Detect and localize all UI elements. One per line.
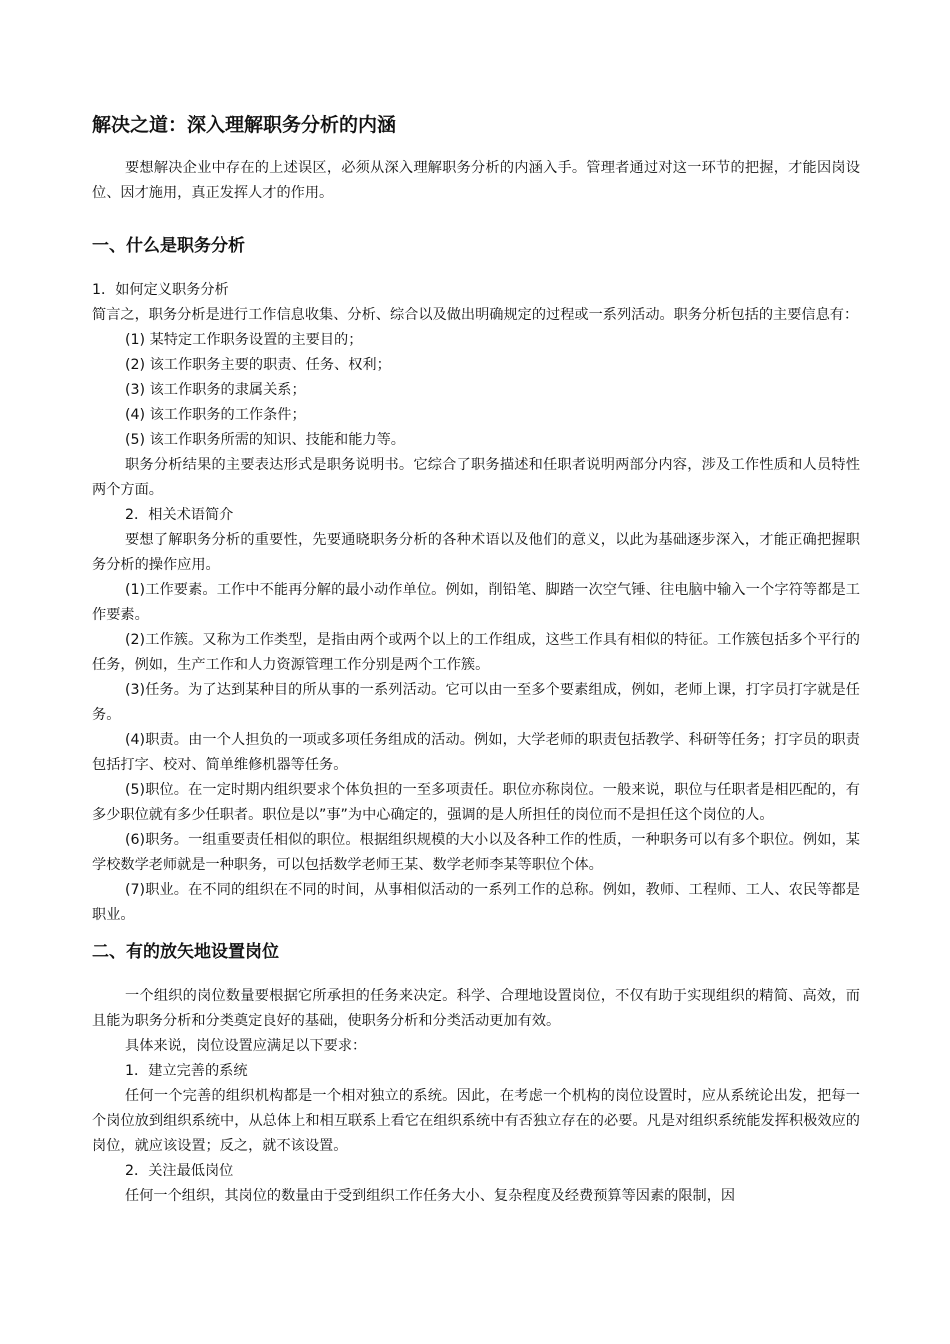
- section1-sub2-body: 要想了解职务分析的重要性，先要通晓职务分析的各种术语以及他们的意义，以此为基础逐步深入，才能正确把握职务分析的操作应用。: [92, 532, 860, 573]
- section2-sub2-title: 2．关注最低岗位: [125, 1163, 234, 1179]
- section2-paragraph: 具体来说，岗位设置应满足以下要求：: [125, 1038, 367, 1054]
- info-item: (2) 该工作职务主要的职责、任务、权利；: [125, 357, 391, 373]
- info-item: (3) 该工作职务的隶属关系；: [125, 382, 306, 398]
- info-item: (5) 该工作职务所需的知识、技能和能力等。: [125, 432, 405, 448]
- term-paragraph: (4)职责。由一个人担负的一项或多项任务组成的活动。例如，大学老师的职责包括教学、科研等任务；打字员的职责包括打字、校对、简单维修机器等任务。: [92, 732, 860, 773]
- term-paragraph: (5)职位。在一定时期内组织要求个体负担的一至多项责任。职位亦称岗位。一般来说，职位与任职者是相匹配的，有多少职位就有多少任职者。职位是以”事”为中心确定的，强调的是人所担任的岗位而不是担任这个岗位的人。: [92, 782, 860, 823]
- section2-sub1-body: 任何一个完善的组织机构都是一个相对独立的系统。因此，在考虑一个机构的岗位设置时，应从系统论出发，把每一个岗位放到组织系统中，从总体上和相互联系上看它在组织系统中有否独立存在的必要。凡是对组织系统能发挥积极效应的岗位，就应该设置；反之，就不该设置。: [92, 1088, 860, 1154]
- section1-sub2-title: 2．相关术语简介: [125, 507, 234, 523]
- document-title: 解决之道：深入理解职务分析的内涵: [92, 114, 397, 136]
- info-item: (1) 某特定工作职务设置的主要目的；: [125, 332, 363, 348]
- term-paragraph: (1)工作要素。工作中不能再分解的最小动作单位。例如，削铅笔、脚踏一次空气锤、往电脑中输入一个字符等都是工作要素。: [92, 582, 860, 623]
- section1-summary: 职务分析结果的主要表达形式是职务说明书。它综合了职务描述和任职者说明两部分内容，涉及工作性质和人员特性两个方面。: [92, 457, 860, 498]
- section2-paragraph: 一个组织的岗位数量要根据它所承担的任务来决定。科学、合理地设置岗位，不仅有助于实现组织的精简、高效，而且能为职务分析和分类奠定良好的基础，使职务分析和分类活动更加有效。: [92, 988, 860, 1029]
- term-paragraph: (7)职业。在不同的组织在不同的时间，从事相似活动的一系列工作的总称。例如，教师、工程师、工人、农民等都是职业。: [92, 882, 860, 923]
- intro-paragraph: 要想解决企业中存在的上述误区，必须从深入理解职务分析的内涵入手。管理者通过对这一环节的把握，才能因岗设位、因才施用，真正发挥人才的作用。: [92, 160, 860, 201]
- term-paragraph: (2)工作簇。又称为工作类型，是指由两个或两个以上的工作组成，这些工作具有相似的特征。工作簇包括多个平行的任务，例如，生产工作和人力资源管理工作分别是两个工作簇。: [92, 632, 860, 673]
- section2-sub2-body: 任何一个组织，其岗位的数量由于受到组织工作任务大小、复杂程度及经费预算等因素的限制，因: [125, 1188, 736, 1204]
- section2-heading: 二、有的放矢地设置岗位: [92, 942, 279, 962]
- section2-sub1-title: 1．建立完善的系统: [125, 1063, 248, 1079]
- section1-sub1-body: 简言之，职务分析是进行工作信息收集、分析、综合以及做出明确规定的过程或一系列活动。职务分析包括的主要信息有：: [92, 307, 859, 323]
- term-paragraph: (6)职务。一组重要责任相似的职位。根据组织规模的大小以及各种工作的性质，一种职务可以有多个职位。例如，某学校数学老师就是一种职务，可以包括数学老师王某、数学老师李某等职位个体。: [92, 832, 860, 873]
- section1-heading: 一、什么是职务分析: [92, 236, 245, 256]
- info-item: (4) 该工作职务的工作条件；: [125, 407, 306, 423]
- document-page: [92, 112, 860, 1209]
- section1-sub1-title: 1．如何定义职务分析: [92, 282, 229, 298]
- term-paragraph: (3)任务。为了达到某种目的所从事的一系列活动。它可以由一至多个要素组成，例如，老师上课，打字员打字就是任务。: [92, 682, 860, 723]
